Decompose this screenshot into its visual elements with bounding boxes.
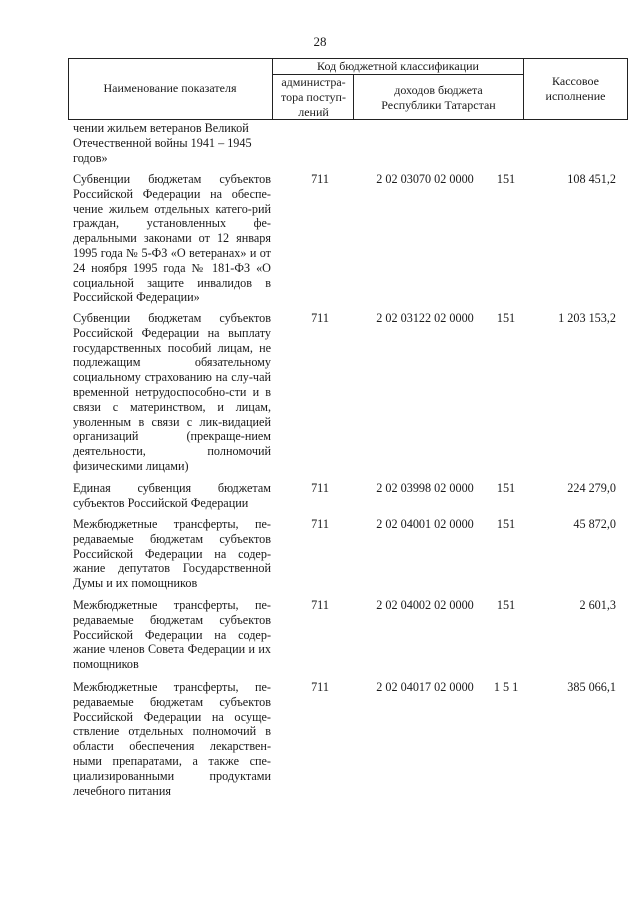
row-income-code: 2 02 04002 02 0000 — [376, 598, 474, 612]
row-admin-code: 711 — [311, 680, 329, 694]
row-income-code: 2 02 03998 02 0000 — [376, 481, 474, 495]
row-kosgu: 1 5 1 — [493, 680, 519, 694]
row-name: чении жильем ветеранов Великой Отечественной войны 1941 – 1945 годов» — [73, 121, 252, 165]
row-name: Межбюджетные трансферты, пе-редаваемые бюджетам субъектов Российской Федерации на осуще-ствление отдельных полномочий в области обеспечения лекарствен-ными препаратами, а также спе-циализированными продуктами лечебного питания — [73, 680, 271, 798]
table-header — [68, 58, 628, 120]
row-admin-code: 711 — [311, 311, 329, 325]
row-amount: 385 066,1 — [567, 680, 616, 694]
row-amount: 45 872,0 — [573, 517, 616, 531]
page-number: 28 — [313, 34, 327, 49]
row-amount: 1 203 153,2 — [558, 311, 616, 325]
row-name: Межбюджетные трансферты, пе-редаваемые бюджетам субъектов Российской Федерации на содер-жание членов Совета Федерации и их помощников — [73, 598, 271, 672]
header-col-income: доходов бюджета Республики Татарстан — [381, 82, 496, 112]
row-kosgu: 151 — [496, 598, 516, 612]
row-kosgu: 151 — [496, 481, 516, 495]
header-col-admin: администра-тора поступ-лений — [281, 75, 346, 119]
row-kosgu: 151 — [496, 172, 516, 186]
row-name: Межбюджетные трансферты, пе-редаваемые бюджетам субъектов Российской Федерации на содер-жание депутатов Государственной Думы и их помощников — [73, 517, 271, 591]
header-right-border — [627, 58, 628, 120]
header-col-name: Наименование показателя — [103, 81, 237, 96]
row-admin-code: 711 — [311, 172, 329, 186]
row-income-code: 2 02 04001 02 0000 — [376, 517, 474, 531]
row-kosgu: 151 — [496, 311, 516, 325]
header-col-execution: Кассовое исполнение — [545, 74, 606, 103]
row-admin-code: 711 — [311, 517, 329, 531]
row-name: Единая субвенция бюджетам субъектов Российской Федерации — [73, 481, 271, 510]
row-admin-code: 711 — [311, 481, 329, 495]
row-name: Субвенции бюджетам субъектов Российской Федерации на выплату государственных пособий лицам, не подлежащим обязательному социальному страхованию на слу-чай временной нетрудоспособно-сти и в связи с материнством, и лицам, уволенным в связи с лик-видацией организаций (прекраще-нием деятельности, полномочий физическими лицами) — [73, 311, 271, 473]
row-amount: 2 601,3 — [579, 598, 616, 612]
header-col-code-group: Код бюджетной классификации — [317, 58, 479, 73]
row-amount: 108 451,2 — [567, 172, 616, 186]
row-admin-code: 711 — [311, 598, 329, 612]
row-amount: 224 279,0 — [567, 481, 616, 495]
row-income-code: 2 02 03070 02 0000 — [376, 172, 474, 186]
row-income-code: 2 02 03122 02 0000 — [376, 311, 474, 325]
row-kosgu: 151 — [496, 517, 516, 531]
row-income-code: 2 02 04017 02 0000 — [376, 680, 474, 694]
row-name: Субвенции бюджетам субъектов Российской Федерации на обеспе-чение жильем отдельных катего-рий граждан, установленных фе-деральными законами от 12 января 1995 года № 5-ФЗ «О ветеранах» и от 24 ноября 1995 года № 181-ФЗ «О социальной защите инвалидов в Российской Федерации» — [73, 172, 271, 305]
